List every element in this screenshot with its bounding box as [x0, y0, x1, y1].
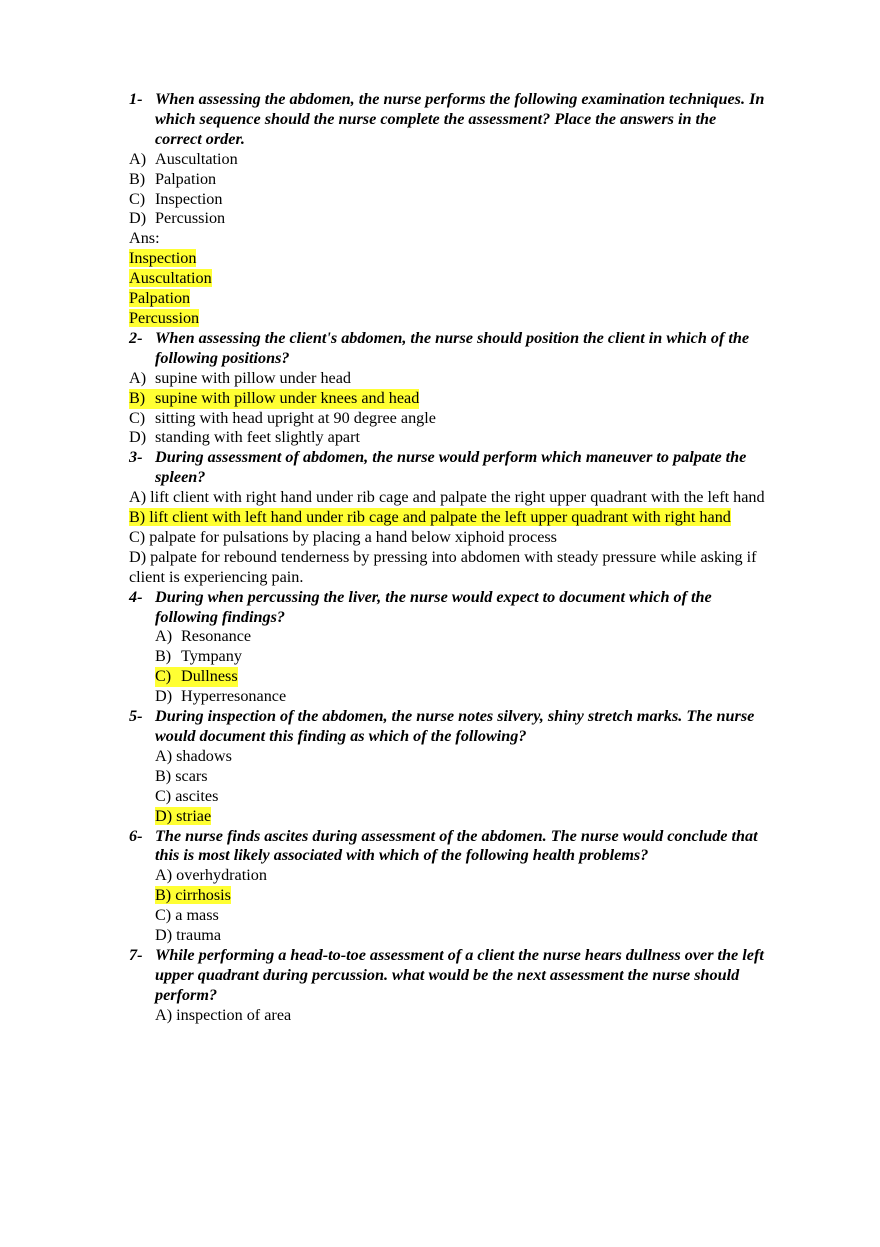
- question-text-line: When assessing the abdomen, the nurse performs the following examination techniques. In: [155, 90, 765, 108]
- question-text-line: spleen?: [155, 468, 206, 487]
- option: A) shadows: [155, 746, 232, 765]
- question-3: [129, 448, 819, 488]
- quiz-content: [129, 90, 819, 1026]
- question-number: 2-: [129, 328, 143, 347]
- question-text-line: The nurse finds ascites during assessment of the abdomen. The nurse would conclude that: [155, 826, 758, 845]
- option: A) Resonance: [155, 627, 252, 646]
- highlighted-answer: Auscultation: [129, 269, 212, 288]
- question-text-line: When assessing the client's abdomen, the nurse should position the client in which of the: [155, 328, 750, 347]
- option: D) trauma: [155, 926, 222, 945]
- highlighted-answer: B) supine with pillow under knees and head: [129, 388, 420, 407]
- question-number: 7-: [129, 945, 143, 964]
- option: C) Inspection: [129, 189, 223, 208]
- option: C) ascites: [155, 786, 219, 805]
- question-1: [129, 90, 819, 150]
- option: A) Auscultation: [129, 149, 238, 168]
- option: A) inspection of area: [155, 1005, 292, 1024]
- question-text-line: would document this finding as which of the following?: [155, 727, 527, 745]
- question-text-line: perform?: [155, 985, 218, 1004]
- highlighted-answer: Palpation: [129, 289, 191, 308]
- highlighted-answer: B) lift client with left hand under rib cage and palpate the left upper quadrant with right hand: [129, 508, 731, 527]
- question-text-line: correct order.: [155, 129, 245, 148]
- question-number: 4-: [129, 587, 143, 606]
- question-number: 3-: [129, 448, 143, 467]
- question-number: 1-: [129, 90, 143, 108]
- option: A) overhydration: [155, 866, 267, 885]
- question-2: [129, 329, 819, 369]
- option: B) Tympany: [155, 647, 242, 666]
- option: B) scars: [155, 766, 208, 785]
- question-number: 6-: [129, 826, 143, 845]
- question-7: [129, 946, 819, 1006]
- option: D) standing with feet slightly apart: [129, 428, 360, 447]
- question-text-line: following positions?: [155, 348, 290, 367]
- question-number: 5-: [129, 707, 143, 726]
- question-text-line: following findings?: [155, 607, 285, 626]
- highlighted-answer: Inspection: [129, 249, 197, 268]
- highlighted-answer: D) striae: [155, 806, 212, 825]
- question-text-line: During assessment of abdomen, the nurse would perform which maneuver to palpate the: [155, 448, 747, 467]
- option: D) palpate for rebound tenderness by pressing into abdomen with steady pressure while asking if: [129, 547, 757, 566]
- question-text-line: upper quadrant during percussion. what would be the next assessment the nurse should: [155, 965, 740, 984]
- option-continuation: client is experiencing pain.: [129, 567, 304, 586]
- option: D) Percussion: [129, 209, 226, 228]
- option: C) sitting with head upright at 90 degree angle: [129, 408, 436, 427]
- question-text-line: While performing a head-to-toe assessment of a client the nurse hears dullness over the left: [155, 945, 764, 964]
- option: C) a mass: [155, 906, 219, 925]
- option: A) lift client with right hand under rib cage and palpate the right upper quadrant with the left hand: [129, 488, 765, 507]
- question-text-line: which sequence should the nurse complete the assessment? Place the answers in the: [155, 109, 717, 128]
- option: A) supine with pillow under head: [129, 368, 352, 387]
- highlighted-answer: B) cirrhosis: [155, 886, 231, 905]
- option: D) Hyperresonance: [155, 687, 287, 706]
- answer-label: Ans:: [129, 229, 160, 248]
- highlighted-answer: C) Dullness: [155, 667, 238, 686]
- question-text-line: During inspection of the abdomen, the nurse notes silvery, shiny stretch marks. The nurse: [155, 707, 755, 726]
- question-4: [129, 588, 819, 628]
- option: C) palpate for pulsations by placing a hand below xiphoid process: [129, 527, 557, 546]
- question-5: [129, 707, 819, 747]
- highlighted-answer: Percussion: [129, 308, 200, 327]
- option: B) Palpation: [129, 169, 217, 188]
- question-text-line: During when percussing the liver, the nurse would expect to document which of the: [155, 587, 712, 606]
- question-text-line: this is most likely associated with which of the following health problems?: [155, 846, 649, 865]
- question-6: [129, 827, 819, 867]
